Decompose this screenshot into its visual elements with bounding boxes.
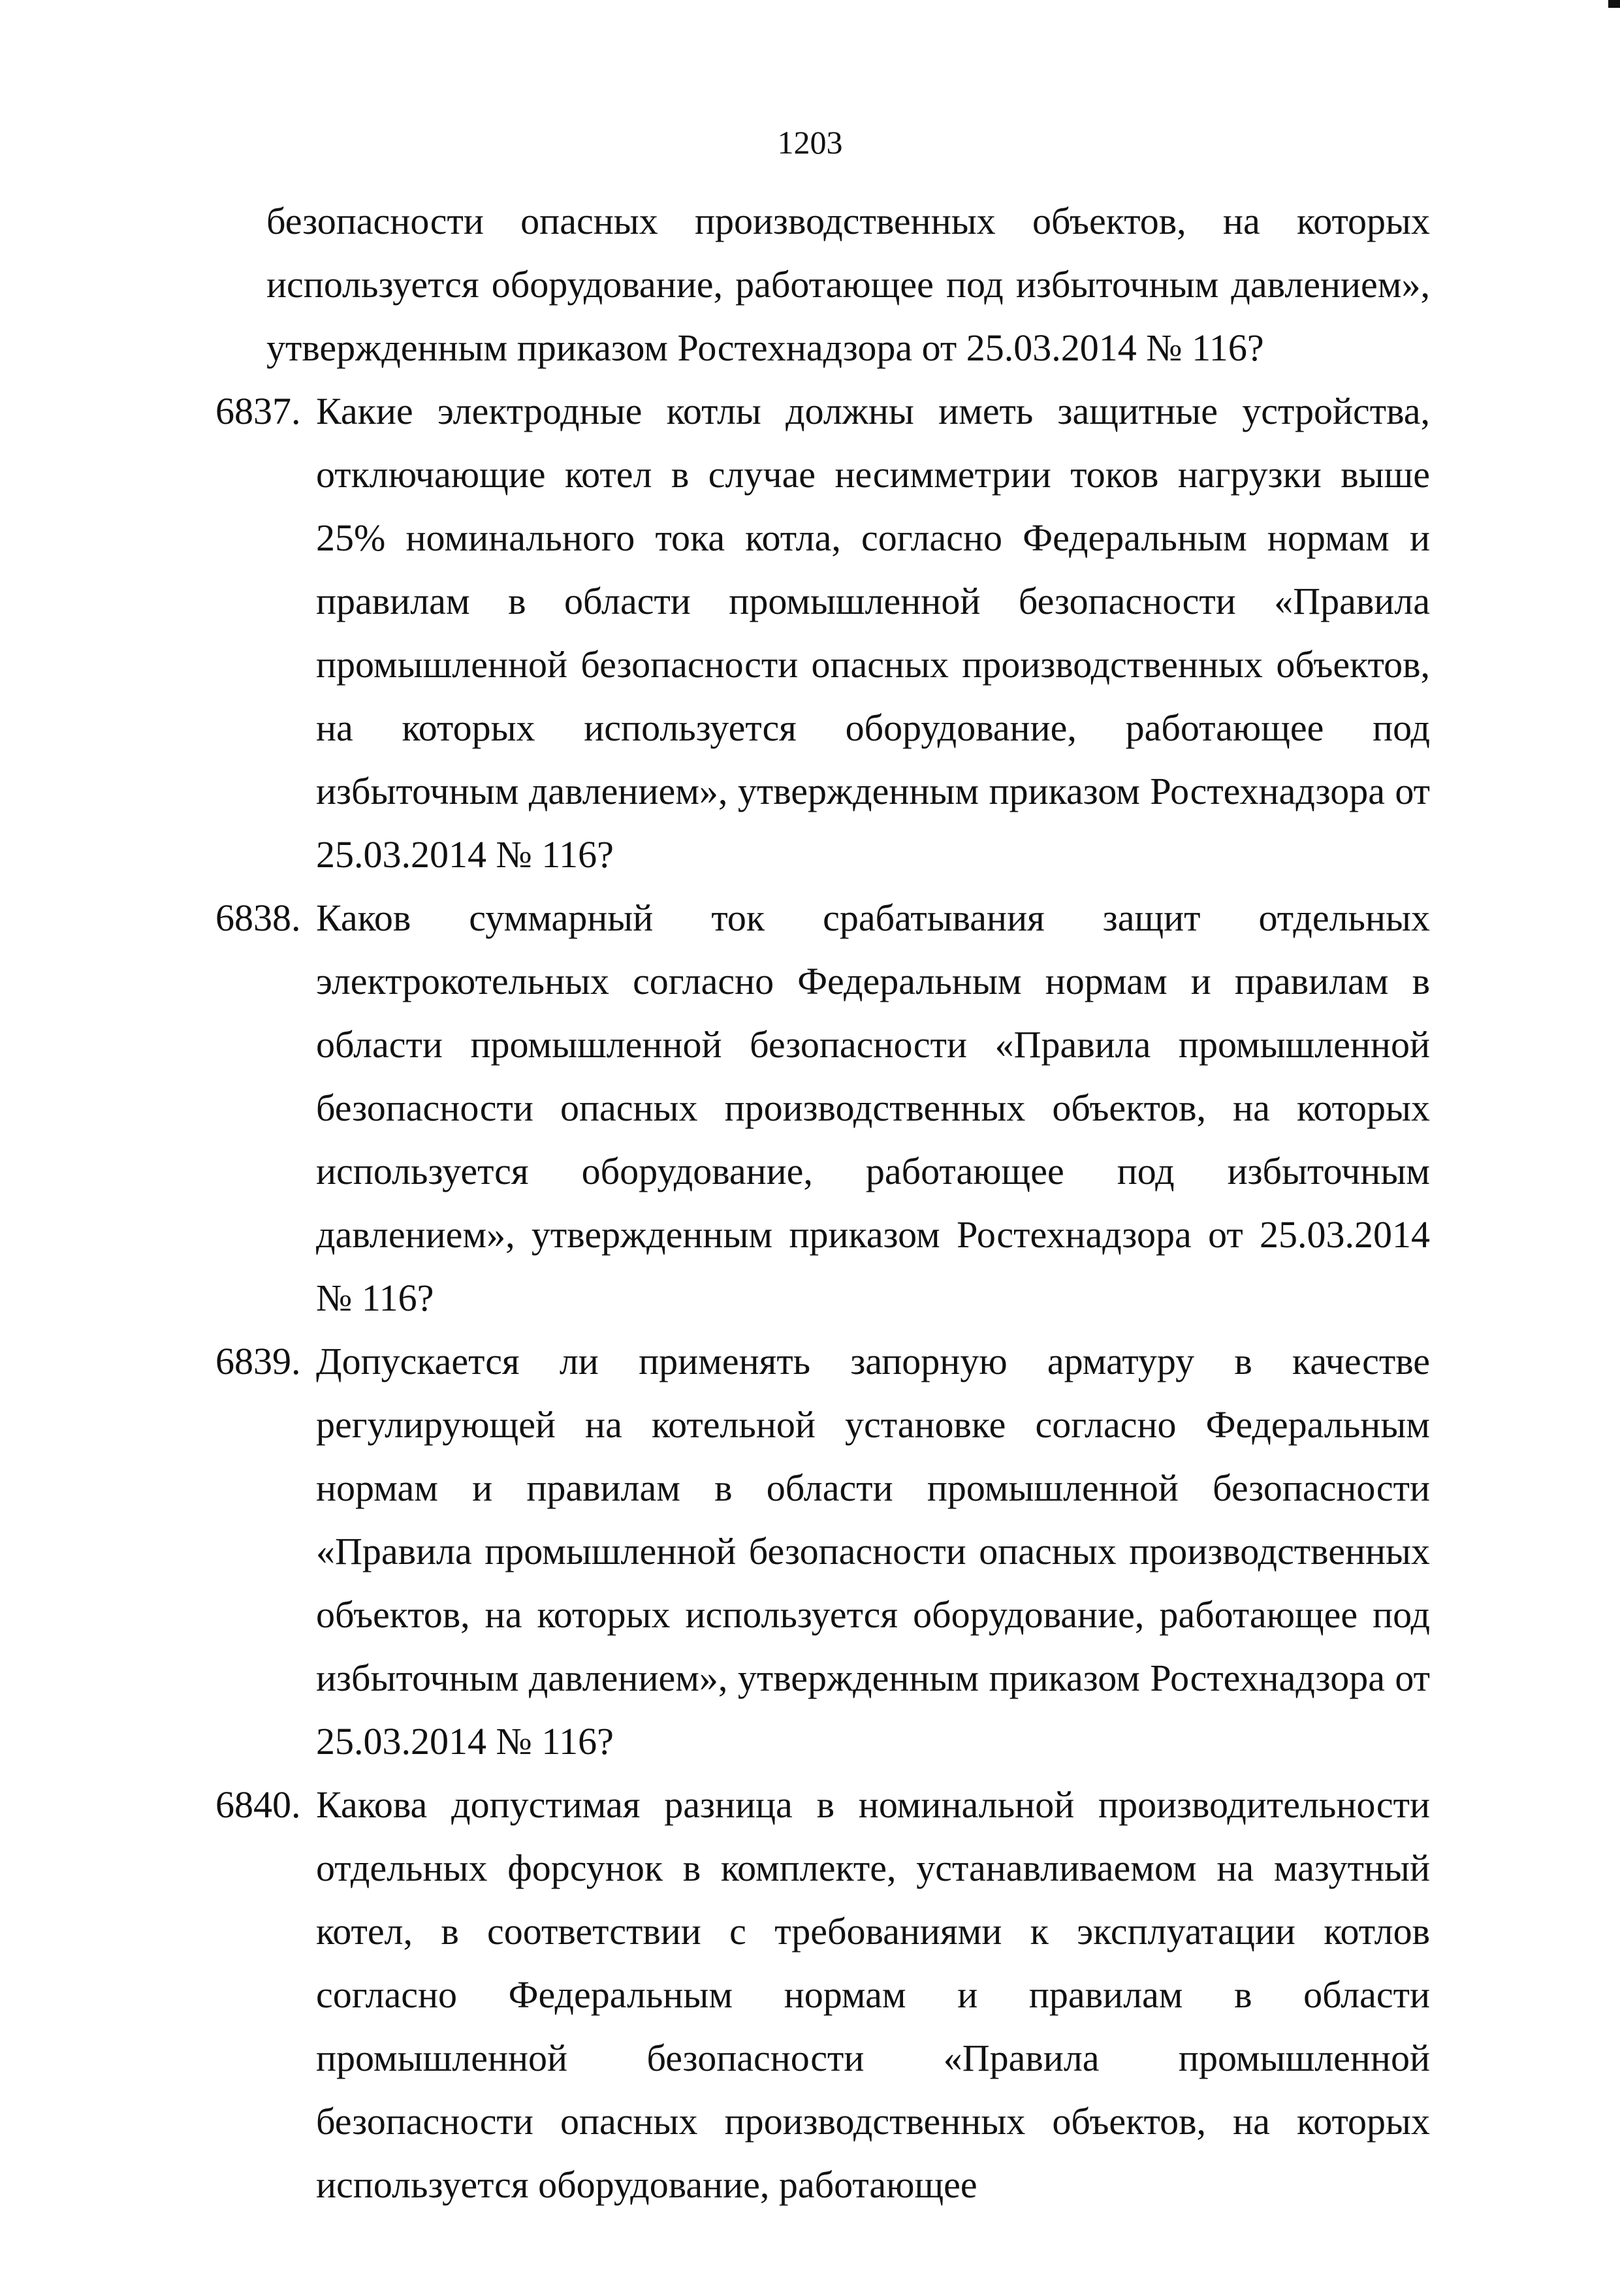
scan-edge-mark [1608, 0, 1620, 8]
question-number: 6837. [215, 390, 301, 432]
question-number: 6839. [215, 1340, 301, 1382]
question-item-6837 [215, 379, 1430, 886]
question-text: Каков суммарный ток срабатывания защит отдельных электрокотельных согласно Федеральным нормам и правилам в области промышленной безопасности «Правила промышленной безопасности опасных производственных объектов, на которых используется оборудование, работающее под избыточным давлением», утвержденным приказом Ростехнадзора от 25.03.2014 № 116? [316, 897, 1430, 1319]
page-number: 1203 [777, 124, 843, 161]
question-text: Какова допустимая разница в номинальной производительности отдельных форсунок в комплекте, устанавливаемом на мазутный котел, в соответствии с требованиями к эксплуатации котлов согласно Федеральным нормам и правилам в области промышленной безопасности «Правила промышленной безопасности опасных производственных объектов, на которых используется оборудование, работающее [316, 1783, 1430, 2206]
document-body [215, 189, 1430, 2216]
question-item-6840 [215, 1773, 1430, 2216]
question-text: Допускается ли применять запорную арматуру в качестве регулирующей на котельной установке согласно Федеральным нормам и правилам в области промышленной безопасности «Правила промышленной безопасности опасных производственных объектов, на которых используется оборудование, работающее под избыточным давлением», утвержденным приказом Ростехнадзора от 25.03.2014 № 116? [316, 1340, 1430, 1762]
question-number: 6840. [215, 1783, 301, 1826]
question-text: Какие электродные котлы должны иметь защитные устройства, отключающие котел в случае несимметрии токов нагрузки выше 25% номинального тока котла, согласно Федеральным нормам и правилам в области промышленной безопасности «Правила промышленной безопасности опасных производственных объектов, на которых используется оборудование, работающее под избыточным давлением», утвержденным приказом Ростехнадзора от 25.03.2014 № 116? [316, 390, 1430, 876]
question-item-6838 [215, 886, 1430, 1330]
question-item-6839 [215, 1330, 1430, 1773]
question-number: 6838. [215, 897, 301, 939]
continuation-paragraph: безопасности опасных производственных объектов, на которых используется оборудование, работающее под избыточным давлением», утвержденным приказом Ростехнадзора от 25.03.2014 № 116? [266, 200, 1430, 369]
